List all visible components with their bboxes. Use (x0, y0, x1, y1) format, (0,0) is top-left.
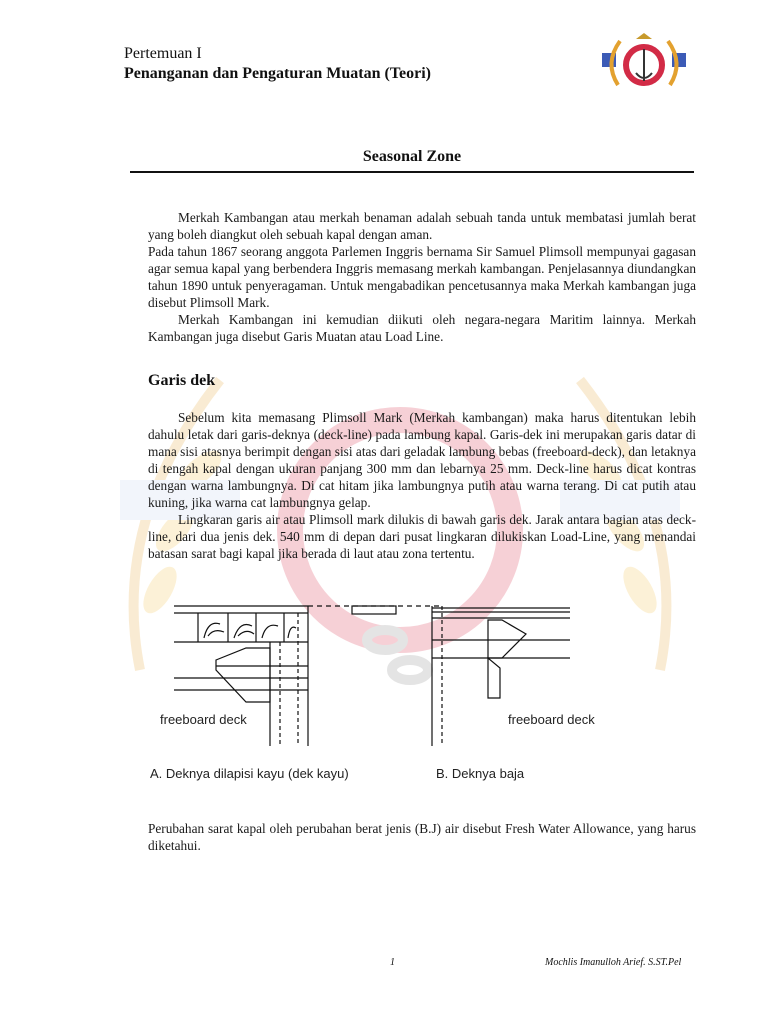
course-title: Penanganan dan Pengaturan Muatan (Teori) (124, 65, 431, 82)
intro-paragraph-1: Merkah Kambangan atau merkah benaman adalah sebuah tanda untuk membatasi jumlah berat yang boleh diangkut oleh sebuah kapal dengan aman. (148, 210, 696, 242)
left-freeboard-deck-label: freeboard deck (160, 712, 247, 727)
institution-emblem-icon (598, 33, 690, 95)
closing-paragraph: Perubahan sarat kapal oleh perubahan berat jenis (B.J) air disebut Fresh Water Allowance, yang harus diketahui. (148, 821, 696, 853)
right-freeboard-deck-label: freeboard deck (508, 712, 595, 727)
caption-b: B. Deknya baja (436, 766, 525, 781)
intro-paragraph-2: Pada tahun 1867 seorang anggota Parlemen Inggris bernama Sir Samuel Plimsoll mempunyai gagasan agar semua kapal yang berbendera Inggris memasang merkah kambangan. Penjelasannya diundangkan tahun 1890 untuk penyeragaman. Untuk mengabadikan pencetusannya maka Merkah kambangan juga disebut Plimsoll Mark. (148, 244, 696, 310)
meeting-label: Pertemuan I (124, 45, 202, 62)
intro-paragraph-3: Merkah Kambangan ini kemudian diikuti oleh negara-negara Maritim lainnya. Merkah Kambangan juga disebut Garis Muatan atau Load Line. (148, 312, 696, 344)
caption-a: A. Deknya dilapisi kayu (dek kayu) (150, 766, 349, 781)
page-number: 1 (390, 957, 395, 968)
garis-dek-paragraph-2: Lingkaran garis air atau Plimsoll mark dilukis di bawah garis dek. Jarak antara bagian atas deck-line, dari dua jenis dek. 540 mm di depan dari pusat lingkaran dilukiskan Load-Line, yang menandai batasan sarat bagi kapal jika berada di laut atau zona tertentu. (148, 512, 696, 561)
author-footer: Mochlis Imanulloh Arief. S.ST.Pel (545, 957, 682, 968)
section-title: Seasonal Zone (362, 148, 462, 165)
garis-dek-heading: Garis dek (148, 372, 216, 389)
garis-dek-paragraphs (148, 409, 696, 562)
garis-dek-paragraph-1: Sebelum kita memasang Plimsoll Mark (Merkah kambangan) maka harus ditentukan lebih dahulu letak dari garis-deknya (deck-line) pada lambung kapal. Garis-dek ini merupakan garis datar di mana sisi atasnya berimpit dengan sisi atas dari geladak lambung bebas (freeboard-deck), dan letaknya di tengah kapal dengan ukuran panjang 300 mm dan lebarnya 25 mm. Deck-line harus dicat kontras dengan warna lambungnya. Di cat hitam jika lambungnya putih atau warna terang. Di cat putih atau kuning, jika warna cat lambungnya gelap. (148, 410, 696, 510)
title-divider (130, 171, 694, 173)
intro-paragraphs (148, 209, 696, 345)
